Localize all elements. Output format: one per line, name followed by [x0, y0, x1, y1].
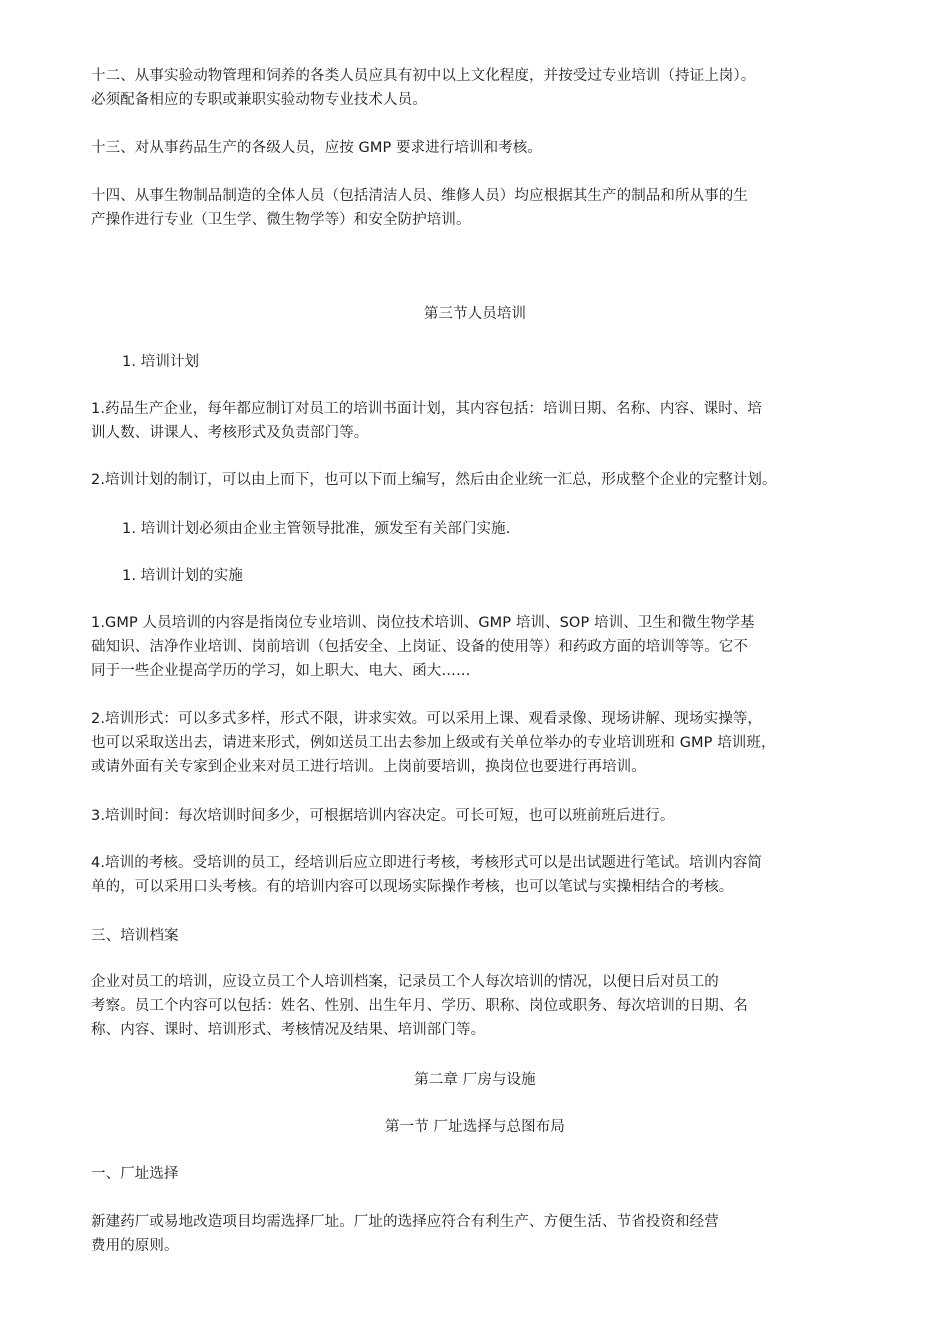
paragraph: [91, 804, 881, 828]
list-item-label: 1. 培训计划必须由企业主管领导批准，颁发至有关部门实施.: [122, 521, 511, 537]
text-line: 单的，可以采用口头考核。有的培训内容可以现场实际操作考核，也可以笔试与实操相结合的考核。: [91, 879, 734, 895]
paragraph: [91, 611, 881, 683]
paragraph-item-14: [91, 184, 881, 232]
list-heading: [122, 350, 912, 374]
text-line: 4.培训的考核。受培训的员工，经培训后应立即进行考核，考核形式可以是出试题进行笔试。培训内容简: [91, 855, 763, 871]
text-line: 同于一些企业提高学历的学习，如上职大、电大、函大……: [91, 663, 471, 679]
text-line: 础知识、洁净作业培训、岗前培训（包括安全、上岗证、设备的使用等）和药政方面的培训等等。它不: [91, 639, 748, 655]
chapter-title: 第二章 厂房与设施: [414, 1072, 536, 1088]
paragraph: [91, 970, 881, 1042]
list-heading: [122, 517, 912, 541]
text-line: 1.药品生产企业，每年都应制订对员工的培训书面计划，其内容包括：培训日期、名称、内容、课时、培: [91, 401, 763, 417]
section-title: 第三节人员培训: [423, 306, 527, 322]
text-line: 称、内容、课时、培训形式、考核情况及结果、培训部门等。: [91, 1022, 486, 1038]
section-title: 第一节 厂址选择与总图布局: [385, 1119, 565, 1135]
subsection-heading: [91, 924, 881, 948]
section-heading: [0, 1115, 950, 1139]
text-line: 费用的原则。: [91, 1238, 179, 1254]
text-line: 一、厂址选择: [91, 1166, 179, 1182]
list-item-label: 1. 培训计划: [122, 354, 200, 370]
text-line: 三、培训档案: [91, 928, 179, 944]
text-line: 企业对员工的培训，应设立员工个人培训档案，记录员工个人每次培训的情况，以便日后对员工的: [91, 974, 719, 990]
paragraph: [91, 707, 881, 779]
text-line: 十四、从事生物制品制造的全体人员（包括清洁人员、维修人员）均应根据其生产的制品和所从事的生: [91, 188, 748, 204]
list-heading: [122, 564, 912, 588]
text-line: 也可以采取送出去，请进来形式，例如送员工出去参加上级或有关单位举办的专业培训班和 GMP 培训班，: [91, 735, 776, 751]
text-line: 2.培训形式：可以多式多样，形式不限，讲求实效。可以采用上课、观看录像、现场讲解、现场实操等，: [91, 711, 763, 727]
text-line: 必须配备相应的专职或兼职实验动物专业技术人员。: [91, 92, 427, 108]
text-line: 新建药厂或易地改造项目均需选择厂址。厂址的选择应符合有利生产、方便生活、节省投资和经营: [91, 1214, 719, 1230]
list-item-label: 1. 培训计划的实施: [122, 568, 243, 584]
text-line: 十三、对从事药品生产的各级人员，应按 GMP 要求进行培训和考核。: [91, 140, 543, 156]
paragraph: [91, 851, 881, 899]
paragraph-item-13: [91, 136, 881, 160]
text-line: 或请外面有关专家到企业来对员工进行培训。上岗前要培训，换岗位也要进行再培训。: [91, 759, 646, 775]
text-line: 产操作进行专业（卫生学、微生物学等）和安全防护培训。: [91, 212, 471, 228]
chapter-heading: [0, 1068, 950, 1092]
paragraph: [91, 468, 881, 492]
text-line: 训人数、讲课人、考核形式及负责部门等。: [91, 425, 369, 441]
text-line: 3.培训时间：每次培训时间多少，可根据培训内容决定。可长可短，也可以班前班后进行。: [91, 808, 675, 824]
section-heading: [0, 302, 950, 326]
text-line: 1.GMP 人员培训的内容是指岗位专业培训、岗位技术培训、GMP 培训、SOP 培训、卫生和微生物学基: [91, 615, 755, 631]
subsection-heading: [91, 1162, 881, 1186]
text-line: 十二、从事实验动物管理和饲养的各类人员应具有初中以上文化程度，并按受过专业培训（持证上岗）。: [91, 68, 756, 84]
text-line: 2.培训计划的制订，可以由上而下，也可以下而上编写，然后由企业统一汇总，形成整个企业的完整计划。: [91, 472, 777, 488]
paragraph-item-12: [91, 64, 881, 112]
text-line: 考察。员工个内容可以包括：姓名、性别、出生年月、学历、职称、岗位或职务、每次培训的日期、名: [91, 998, 748, 1014]
paragraph: [91, 397, 881, 445]
paragraph: [91, 1210, 881, 1258]
